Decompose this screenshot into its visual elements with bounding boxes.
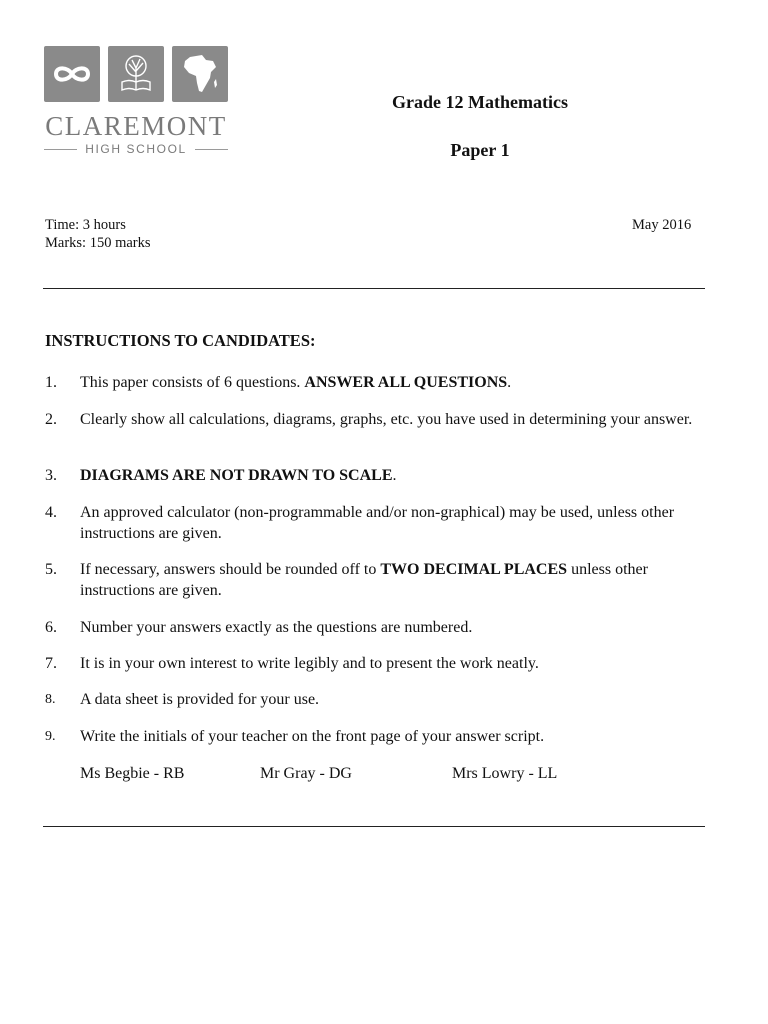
instruction-text: DIAGRAMS ARE NOT DRAWN TO SCALE. — [80, 467, 397, 484]
instruction-text: A data sheet is provided for your use. — [80, 691, 320, 708]
tree-book-icon — [108, 46, 164, 102]
instruction-number: 9. — [45, 729, 56, 744]
africa-icon — [172, 46, 228, 102]
instructions-heading: INSTRUCTIONS TO CANDIDATES: — [45, 331, 316, 350]
instruction-item — [45, 465, 705, 486]
instruction-text: It is in your own interest to write legibly and to present the work neatly. — [80, 655, 539, 672]
school-name: CLAREMONT — [45, 111, 227, 141]
instruction-number: 3. — [45, 467, 57, 484]
teacher-lowry: Mrs Lowry - LL — [452, 765, 558, 782]
instruction-number: 5. — [45, 561, 57, 578]
subtitle-rule-right — [195, 149, 228, 150]
teacher-gray: Mr Gray - DG — [260, 765, 352, 782]
instruction-item — [45, 502, 705, 544]
instruction-item — [45, 653, 705, 674]
instruction-number: 6. — [45, 619, 57, 636]
instruction-item — [45, 617, 705, 638]
instruction-text: Number your answers exactly as the questions are numbered. — [80, 619, 473, 636]
instruction-item — [45, 559, 705, 601]
instruction-text: If necessary, answers should be rounded off to TWO DECIMAL PLACES unless other instructions are given. — [80, 561, 648, 599]
school-subtitle-text: HIGH SCHOOL — [85, 142, 187, 156]
instruction-text: Write the initials of your teacher on the front page of your answer script. — [80, 728, 545, 745]
subtitle-rule-left — [44, 149, 77, 150]
instruction-item — [45, 689, 705, 710]
infinity-icon — [44, 46, 100, 102]
instruction-number: 8. — [45, 692, 56, 707]
exam-date: May 2016 — [632, 217, 692, 233]
instruction-text: Clearly show all calculations, diagrams, graphs, etc. you have used in determining your answer. — [80, 411, 693, 428]
logo-tiles — [44, 46, 228, 102]
school-subtitle — [44, 142, 228, 156]
paper-title: Paper 1 — [450, 140, 510, 160]
time-label: Time: 3 hours — [45, 217, 126, 233]
instruction-number: 4. — [45, 504, 57, 521]
instruction-item — [45, 409, 705, 430]
instruction-item — [45, 726, 705, 747]
instruction-number: 1. — [45, 374, 57, 391]
instruction-text: This paper consists of 6 questions. ANSWER ALL QUESTIONS. — [80, 374, 512, 391]
exam-title: Grade 12 Mathematics — [392, 92, 568, 112]
instruction-number: 7. — [45, 655, 57, 672]
marks-label: Marks: 150 marks — [45, 235, 151, 251]
instruction-text: An approved calculator (non-programmable and/or non-graphical) may be used, unless other instructions are given. — [80, 504, 675, 542]
divider-top — [43, 288, 705, 289]
divider-bottom — [43, 826, 705, 827]
instruction-item — [45, 372, 705, 393]
exam-meta — [45, 216, 151, 252]
teacher-begbie: Ms Begbie - RB — [80, 765, 185, 782]
instruction-number: 2. — [45, 411, 57, 428]
school-logo — [44, 46, 228, 170]
